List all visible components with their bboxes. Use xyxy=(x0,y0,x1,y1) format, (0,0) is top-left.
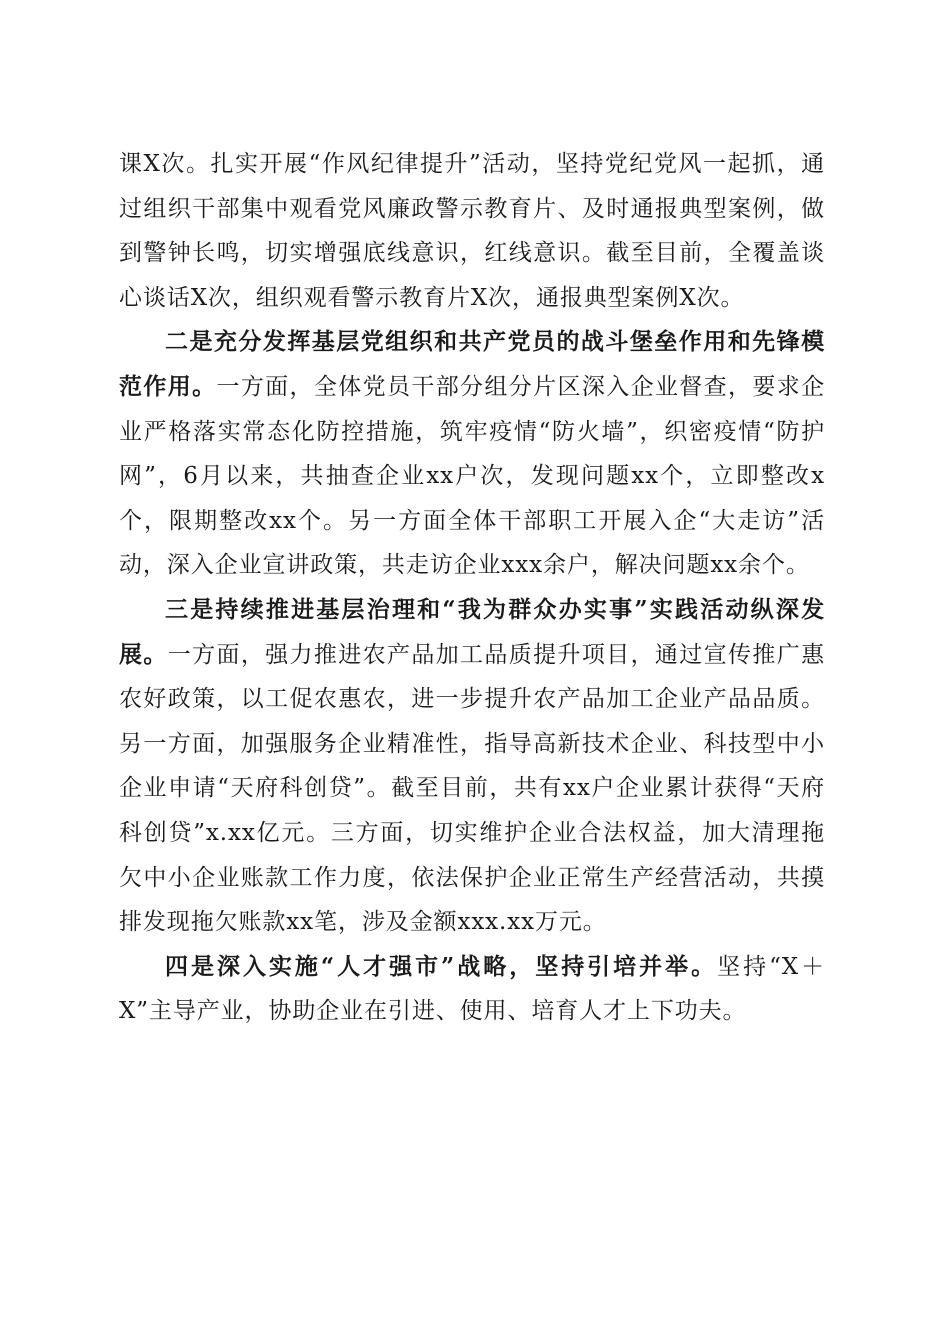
paragraph-1-text: 课X次。扎实开展“作风纪律提升”活动，坚持党纪党风一起抓，通过组织干部集中观看党风廉政警示教育片、及时通报典型案例，做到警钟长鸣，切实增强底线意识，红线意识。截至目前，全覆盖谈心谈话X次，组织观看警示教育片X次，通报典型案例X次。 xyxy=(119,151,825,311)
paragraph-4 xyxy=(119,945,825,1034)
paragraph-1 xyxy=(119,142,825,320)
paragraph-2-lead: 二是充分发挥基层党组织和共产党员的战斗堡垒作用和先锋模范作用。 xyxy=(119,328,825,400)
paragraph-2-text: 一方面，全体党员干部分组分片区深入企业督查，要求企业严格落实常态化防控措施，筑牢疫情“防火墙”，织密疫情“防护网”，6月以来，共抽查企业xx户次，发现问题xx个，立即整改x个，限期整改xx个。另一方面全体干部职工开展入企“大走访”活动，深入企业宣讲政策，共走访企业xxx余户，解决问题xx余个。 xyxy=(119,373,826,579)
paragraph-3 xyxy=(119,588,825,945)
paragraph-2 xyxy=(119,320,825,588)
document-body xyxy=(119,142,825,1034)
paragraph-4-lead: 四是深入实施“人才强市”战略，坚持引培并举。 xyxy=(165,952,718,980)
paragraph-3-text: 一方面，强力推进农产品加工品质提升项目，通过宣传推广惠农好政策，以工促农惠农，进一步提升农产品加工企业产品品质。另一方面，加强服务企业精准性，指导高新技术企业、科技型中小企业申请“天府科创贷”。截至目前，共有xx户企业累计获得“天府科创贷”x.xx亿元。三方面，切实维护企业合法权益，加大清理拖欠中小企业账款工作力度，依法保护企业正常生产经营活动，共摸排发现拖欠账款xx笔，涉及金额xxx.xx万元。 xyxy=(119,641,825,936)
paragraph-3-lead: 三是持续推进基层治理和“我为群众办实事”实践活动纵深发展。 xyxy=(119,595,825,668)
paragraph-4-text: 坚持“X＋X”主导产业，协助企业在引进、使用、培育人才上下功夫。 xyxy=(119,953,825,1025)
